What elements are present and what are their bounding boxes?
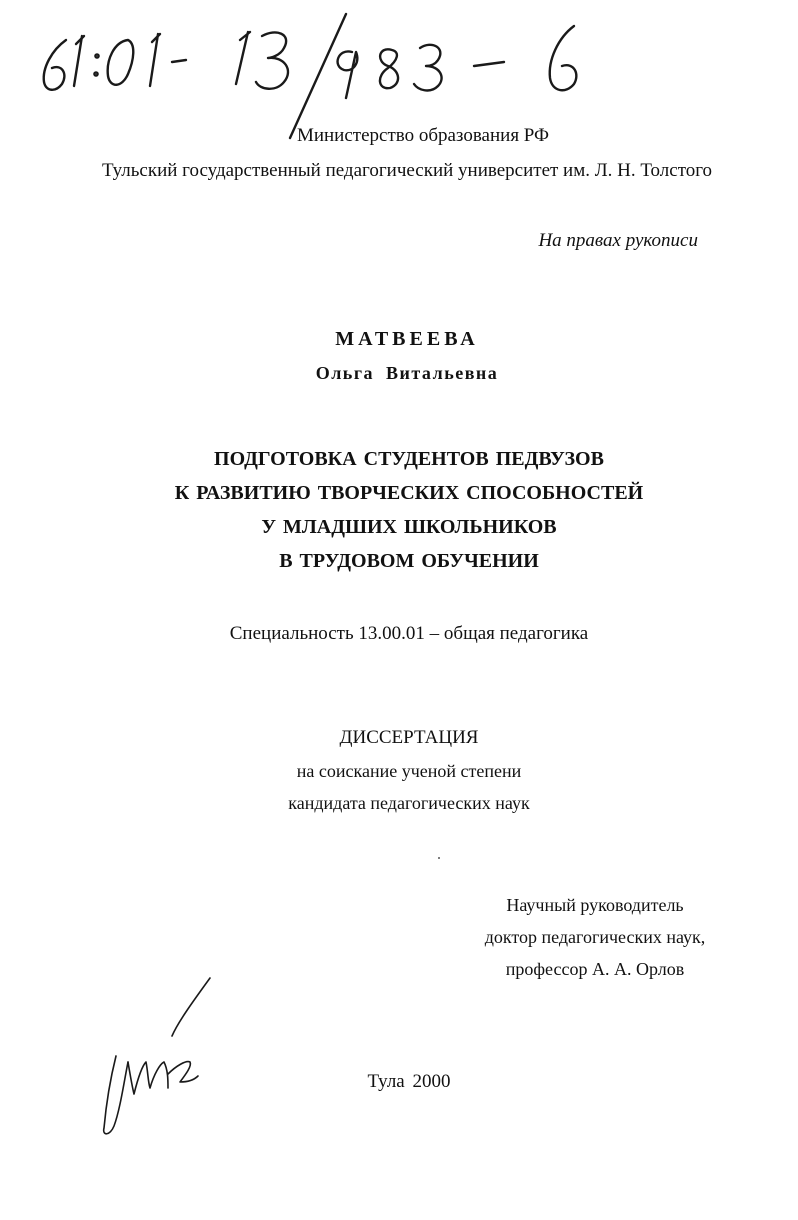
advisor-role: Научный руководитель bbox=[506, 895, 684, 915]
dissertation-title-line: ПОДГОТОВКА СТУДЕНТОВ ПЕДВУЗОВ bbox=[214, 448, 604, 470]
advisor-degree: доктор педагогических наук, bbox=[484, 927, 706, 947]
dissertation-title-line: К РАЗВИТИЮ ТВОРЧЕСКИХ СПОСОБНОСТЕЙ bbox=[174, 482, 644, 504]
university-heading: Тульский государственный педагогический университет им. Л. Н. Толстого bbox=[101, 160, 713, 181]
author-given-names: Ольга Витальевна bbox=[315, 363, 499, 383]
degree-line: кандидата педагогических наук bbox=[288, 793, 530, 813]
city-year: Тула 2000 bbox=[367, 1071, 451, 1092]
dissertation-title-line: В ТРУДОВОМ ОБУЧЕНИИ bbox=[279, 550, 539, 572]
degree-line: на соискание ученой степени bbox=[296, 761, 522, 781]
dissertation-title-line: У МЛАДШИХ ШКОЛЬНИКОВ bbox=[261, 516, 557, 538]
paper-speck bbox=[438, 857, 440, 859]
work-type: ДИССЕРТАЦИЯ bbox=[339, 727, 479, 748]
specialty-line: Специальность 13.00.01 – общая педагогика bbox=[229, 623, 589, 644]
archive-stamp-text: 61:01-13/983-6 bbox=[0, 0, 7, 1]
manuscript-rights-note: На правах рукописи bbox=[538, 230, 698, 251]
advisor-name: профессор А. А. Орлов bbox=[505, 959, 685, 979]
author-surname: МАТВЕЕВА bbox=[335, 328, 479, 350]
handwritten-signature bbox=[90, 970, 220, 1140]
ministry-heading: Министерство образования РФ bbox=[296, 125, 550, 146]
